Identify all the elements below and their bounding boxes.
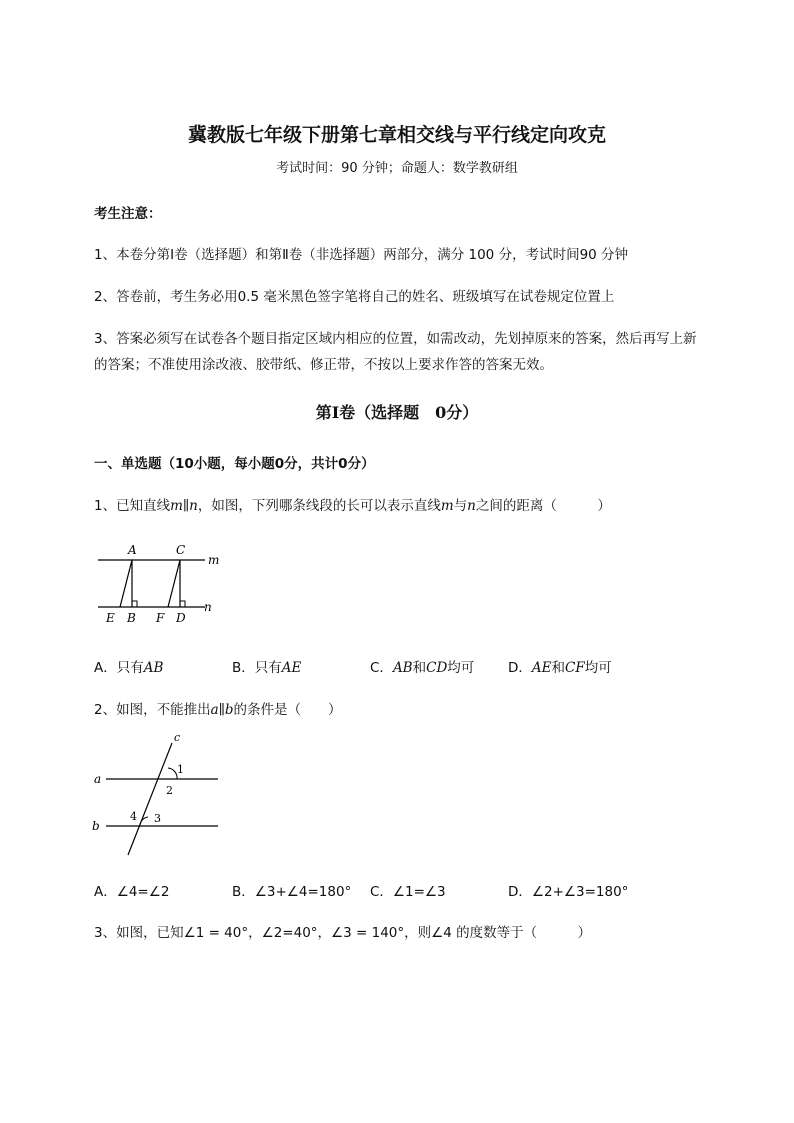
right-angle-b — [132, 601, 137, 607]
notice-item-1: 1、本卷分第Ⅰ卷（选择题）和第Ⅱ卷（非选择题）两部分，满分 100 分，考试时间90 分钟 — [94, 247, 629, 263]
question-1-figure — [90, 538, 230, 628]
q1-suffix: 之间的距离（ ） — [475, 498, 611, 514]
q1-math-n: n — [467, 498, 476, 514]
label-f: F — [156, 611, 165, 625]
q1-math-parallel: m∥n — [170, 498, 198, 514]
q1-option-a: A．只有AB — [94, 660, 164, 676]
label-n: n — [204, 600, 212, 614]
notice-item-2: 2、答卷前，考生务必用0.5 毫米黑色签字笔将自己的姓名、班级填写在试卷规定位置上 — [94, 289, 615, 305]
label-a: A — [128, 543, 137, 557]
q2-option-c: C．∠1=∠3 — [370, 884, 446, 900]
section-title: 第Ⅰ卷（选择题 0分） — [315, 403, 479, 422]
q2-option-a: A．∠4=∠2 — [94, 884, 170, 900]
segment-cf — [168, 560, 180, 607]
q1-option-b: B．只有AE — [232, 660, 302, 676]
q1-mid-2: 与 — [453, 498, 468, 514]
q2-option-b: B．∠3+∠4=180° — [232, 884, 352, 900]
question-2-stem: 2、如图，不能推出a∥b的条件是（ ） — [94, 702, 342, 718]
q1-prefix: 1、已知直线 — [94, 498, 171, 514]
notice-item-3-line-2: 的答案；不准使用涂改液、胶带纸、修正带，不按以上要求作答的答案无效。 — [94, 357, 553, 373]
label-e: E — [106, 611, 115, 625]
part-heading: 一、单选题（10小题，每小题0分，共计0分） — [94, 456, 375, 472]
q2-option-d: D．∠2+∠3=180° — [508, 884, 629, 900]
angle-1-label: 1 — [177, 763, 184, 776]
page-title: 冀教版七年级下册第七章相交线与平行线定向攻克 — [187, 124, 606, 146]
angle-3-label: 3 — [154, 812, 161, 825]
question-2-figure — [88, 735, 228, 860]
angle-2-label: 2 — [166, 784, 173, 797]
notice-item-3-line-1: 3、答案必须写在试卷各个题目指定区域内相应的位置，如需改动，先划掉原来的答案，然后再写上新 — [94, 331, 697, 347]
line-c — [128, 743, 172, 855]
label-d: D — [176, 611, 186, 625]
label-c: C — [176, 543, 186, 557]
notice-heading: 考生注意： — [94, 206, 162, 222]
right-angle-d — [180, 601, 185, 607]
segment-ae — [120, 560, 132, 607]
label-b: b — [92, 819, 100, 833]
angle-4-arc — [140, 817, 148, 826]
label-a: a — [94, 772, 102, 786]
label-c: c — [174, 735, 181, 744]
question-1-stem — [94, 494, 611, 514]
angle-4-label: 4 — [130, 810, 137, 823]
question-3-stem: 3、如图，已知∠1 = 40°，∠2=40°，∠3 = 140°，则∠4 的度数等于（ ） — [94, 925, 592, 941]
q1-mid-1: ，如图，下列哪条线段的长可以表示直线 — [197, 498, 441, 514]
angle-1-arc — [168, 768, 177, 779]
label-m: m — [208, 553, 220, 567]
q1-option-d: D．AE和CF均可 — [508, 660, 612, 676]
q1-math-m: m — [440, 498, 454, 514]
q1-option-c: C．AB和CD均可 — [370, 660, 475, 676]
label-b: B — [127, 611, 136, 625]
exam-info: 考试时间：90 分钟；命题人：数学教研组 — [276, 161, 518, 176]
